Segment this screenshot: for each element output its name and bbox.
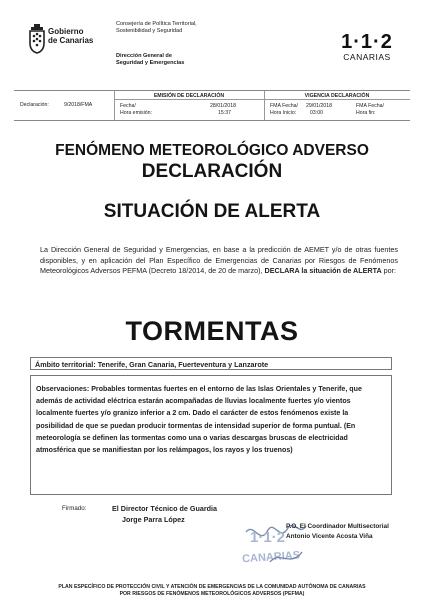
logo-112-canarias: CANARIAS [343,52,391,62]
direccion-name [116,53,246,67]
document-footer [0,584,424,597]
footer-line1: PLAN ESPECÍFICO DE PROTECCIÓN CIVIL Y ATENCIÓN DE EMERGENCIAS DE LA COMUNIDAD AUTÓNOMA DE CANARIAS [58,584,366,590]
emission-date-label: Fecha/ [120,103,136,109]
start-time: 03:00 [310,110,323,116]
declaration-label: Declaración: [20,102,49,108]
declaration-paragraph [40,245,398,277]
direccion-line2: Seguridad y Emergencias [116,60,185,66]
coordinator-name: Antonio Vicente Acosta Viña [286,533,373,540]
svg-text:CANARIAS: CANARIAS [241,549,301,566]
heading-phenomenon: FENÓMENO METEOROLÓGICO ADVERSO [55,142,369,159]
territorial-scope-box [30,357,392,370]
heading-declaration: DECLARACIÓN [141,161,283,182]
start-date-label: FMA Fecha/ [270,103,298,109]
logo-112-number: 1·1·2 [341,31,393,53]
government-name [48,27,93,45]
director-title: El Director Técnico de Guardia [112,504,218,513]
coordinator-title: P.O. El Coordinador Multisectorial [286,523,389,530]
heading-alert-situation: SITUACIÓN DE ALERTA [103,201,321,222]
emission-date: 28/01/2018 [210,103,236,109]
consejeria-name [116,21,246,35]
government-name-line1: Gobierno [48,27,84,36]
government-name-line2: de Canarias [48,36,94,45]
emission-time-label: Hora emisión: [120,110,153,116]
territorial-scope-text: Ámbito territorial: Tenerife, Gran Canaria, Fuerteventura y Lanzarote [35,360,269,369]
declaration-statement: DECLARA la situación de ALERTA [264,266,382,276]
consejeria-line1: Consejería de Política Territorial, [116,21,197,27]
start-time-label: Hora Inicio: [270,110,297,116]
observations-box [30,375,392,495]
consejeria-line2: Sostenibilidad y Seguridad [116,28,183,34]
end-date-label: FMA Fecha/ [356,103,384,109]
emission-time: 15:37 [218,110,231,116]
coat-of-arms-logo [28,24,46,54]
declaration-strip [14,90,410,121]
validity-header-rule [264,99,410,100]
declaration-statement-tail: por: [381,266,397,276]
signed-label: Firmado: [62,505,87,512]
svg-text:1·1·2: 1·1·2 [250,529,286,546]
observations-text: Observaciones: Probables tormentas fuertes en el entorno de las Islas Orientales y Tenerife, que además de actividad eléctrica estarán acompañadas de lluvias localmente fuertes y/o vientos localmente fuertes y/o granizo inferior a 2 cm. Dado el carácter de estos fenómenos existe la posibilidad de que se puedan producir tormentas de intensidad superior de forma puntual. (En meteorología se definen las tormentas como una o varias descargas bruscas de electricidad atmosférica que se manifiestan por los relámpagos, los rayos y los truenos) [36,385,362,455]
emission-header-rule [114,99,264,100]
declaration-paragraph-text: La Dirección General de Seguridad y Emergencias, en base a la predicción de AEMET y/o de otras fuentes disponibles, y en aplicación del Plan Específico de Emergencias de Canarias por Riesgos de Fenómenos Meteorológicos Adversos PEFMA (Decreto 18/2014, de 20 de marzo), [40,245,398,276]
director-signature-block [112,503,217,525]
declaration-number: 9/2018/FMA [64,102,93,108]
director-name: Jorge Parra López [122,515,185,524]
emergency-112-logo [336,32,398,62]
phenomenon-title: TORMENTAS [125,316,299,346]
end-time-label: Hora fin: [356,110,376,116]
coordinator-signature-block [286,522,406,542]
direccion-line1: Dirección General de [116,53,172,59]
footer-line2: POR RIESGOS DE FENÓMENOS METEOROLÓGICOS ADVERSOS (PEFMA) [119,590,305,597]
validity-header: VIGENCIA DECLARACIÓN [304,93,370,99]
start-date: 29/01/2018 [306,103,332,109]
emission-header: EMISIÓN DE DECLARACIÓN [153,93,225,99]
